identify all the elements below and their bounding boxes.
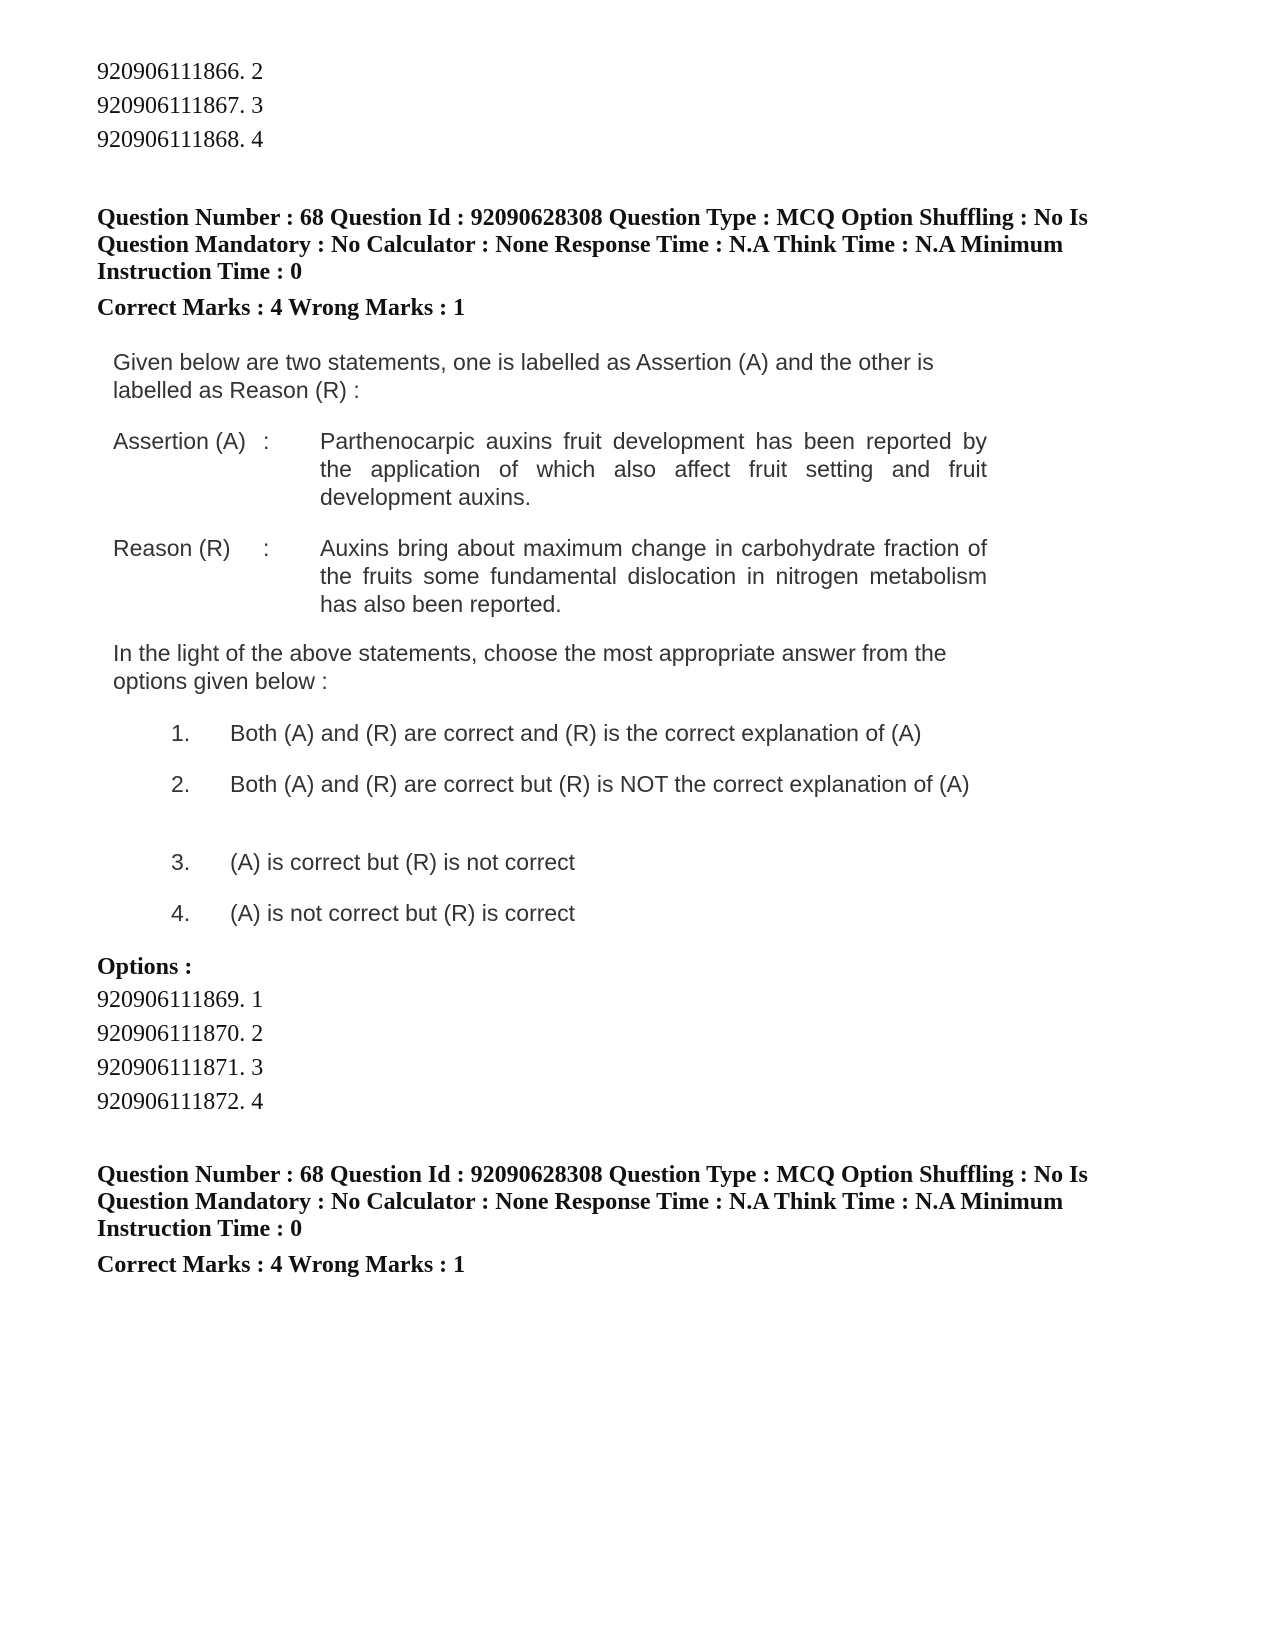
assertion-text: Parthenocarpic auxins fruit development has been reported by the application of which also affect fruit setting and fruit development auxins. [320,428,987,510]
option-id: 920906111871. [97,1055,246,1081]
choice-number: 3. [171,849,191,875]
option-value: 2 [251,1021,264,1047]
choice-number: 4. [171,900,191,926]
choice-text: Both (A) and (R) are correct and (R) is the correct explanation of (A) [230,720,922,746]
option-value: 2 [251,59,264,85]
assertion-colon: : [263,428,270,454]
option-line [97,1020,263,1048]
option-line [97,58,263,86]
option-id: 920906111872. [97,1089,246,1115]
option-value: 1 [251,987,264,1013]
choice-number: 1. [171,720,191,746]
option-id: 920906111869. [97,987,246,1013]
option-line [97,1054,263,1082]
question-header-line: Question Mandatory : No Calculator : None Response Time : N.A Think Time : N.A Minimum [97,1189,1064,1215]
option-id: 920906111868. [97,127,246,153]
question-header-line: Question Mandatory : No Calculator : None Response Time : N.A Think Time : N.A Minimum [97,232,1064,258]
option-id: 920906111866. [97,59,246,85]
reason-label: Reason (R) [113,535,231,561]
option-value: 3 [251,93,264,119]
option-value: 3 [251,1055,264,1081]
question-header-line: Question Number : 68 Question Id : 92090628308 Question Type : MCQ Option Shuffling : No Is [97,205,1088,231]
choice-number: 2. [171,771,191,797]
question-intro: Given below are two statements, one is labelled as Assertion (A) and the other is labelled as Reason (R) : [113,349,934,403]
reason-colon: : [263,535,270,561]
reason-text: Auxins bring about maximum change in carbohydrate fraction of the fruits some fundamental dislocation in nitrogen metabolism has also been reported. [320,535,987,617]
assertion-label: Assertion (A) [113,428,246,454]
question-marks: Correct Marks : 4 Wrong Marks : 1 [97,295,466,321]
choice-text: Both (A) and (R) are correct but (R) is NOT the correct explanation of (A) [230,771,970,797]
question-header-line: Instruction Time : 0 [97,259,303,285]
question-marks: Correct Marks : 4 Wrong Marks : 1 [97,1252,466,1278]
options-label: Options : [97,954,193,980]
option-id: 920906111870. [97,1021,246,1047]
option-value: 4 [251,1089,264,1115]
option-line [97,92,263,120]
question-header [97,205,1187,286]
question-header-line: Question Number : 68 Question Id : 92090628308 Question Type : MCQ Option Shuffling : No Is [97,1162,1088,1188]
choice-text: (A) is correct but (R) is not correct [230,849,576,875]
option-value: 4 [251,127,264,153]
question-header [97,1162,1187,1243]
option-id: 920906111867. [97,93,246,119]
question-header-line: Instruction Time : 0 [97,1216,303,1242]
option-line [97,126,263,154]
option-line [97,986,263,1014]
option-line [97,1088,263,1116]
choice-text: (A) is not correct but (R) is correct [230,900,576,926]
question-prompt: In the light of the above statements, choose the most appropriate answer from the options given below : [113,640,947,694]
